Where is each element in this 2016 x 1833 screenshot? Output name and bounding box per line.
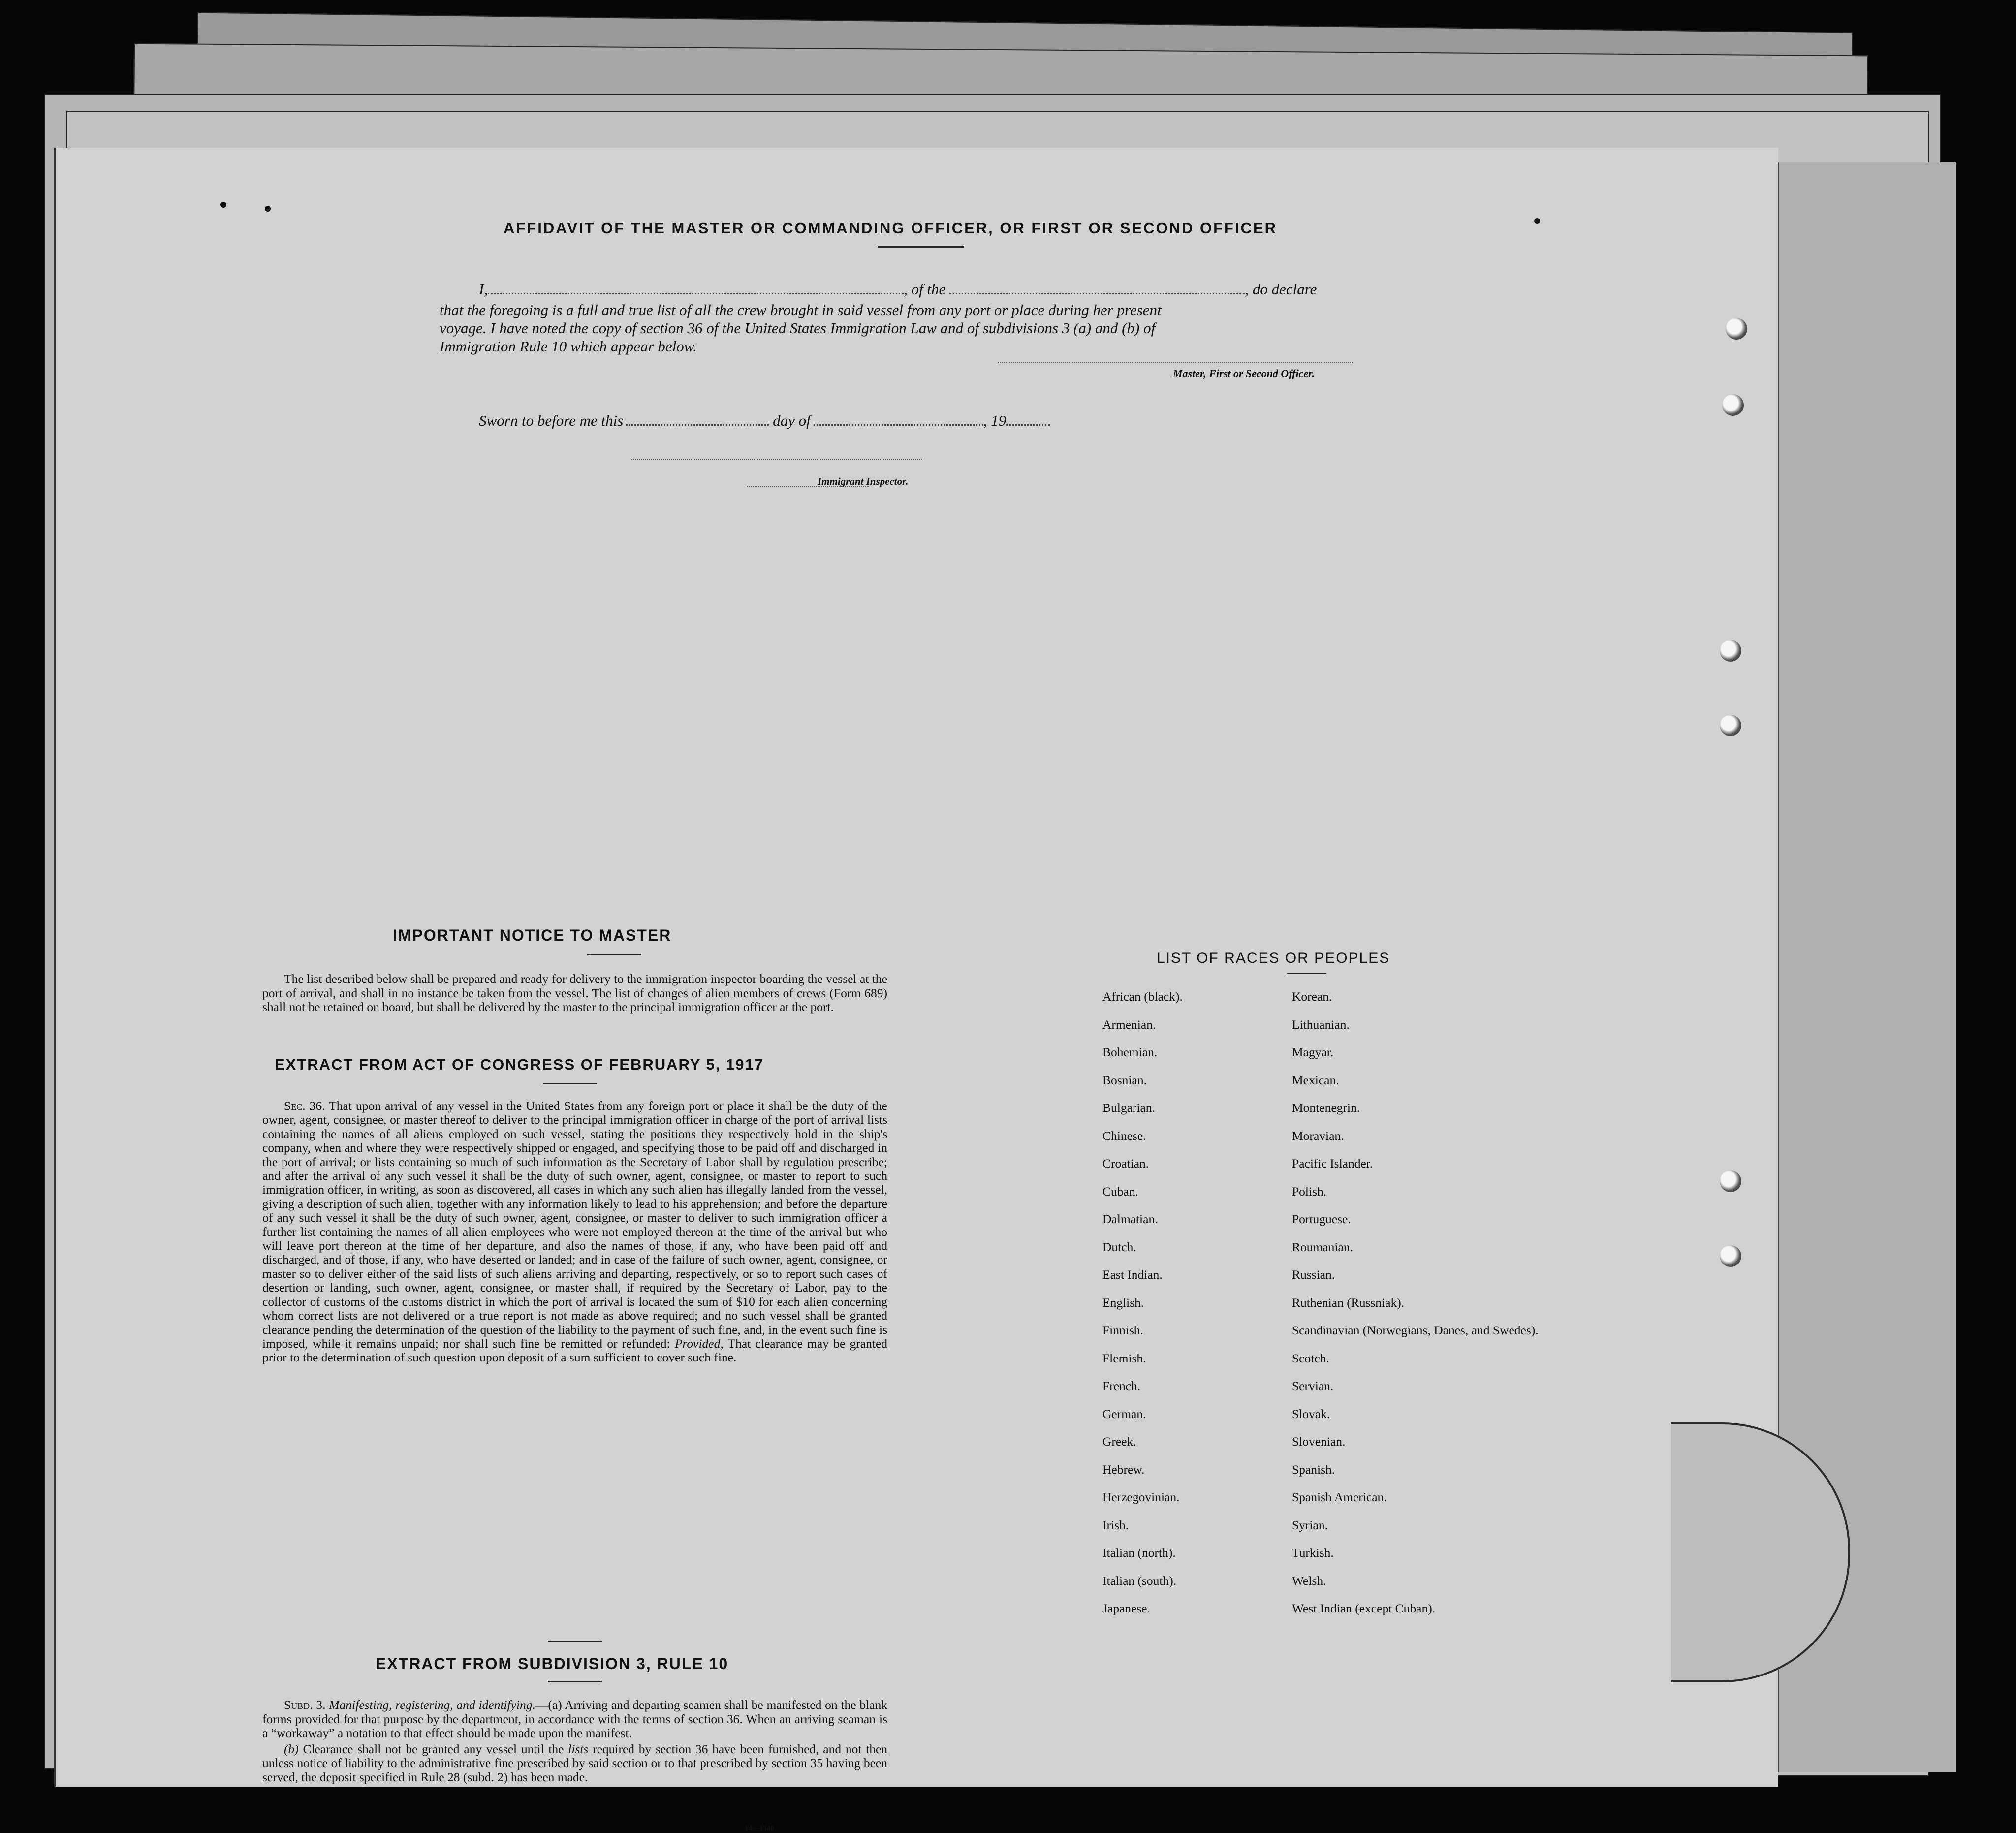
ink-speck	[220, 202, 226, 208]
race-item: Italian (south).	[1102, 1573, 1177, 1588]
day-blank	[626, 424, 769, 426]
divider	[1287, 973, 1326, 974]
notice-text: The list described below shall be prepared and ready for delivery to the immigration inspector boarding the vessel at the port of arrival, and shall in no instance be taken from the vessel. The list of changes of alien members of crews (Form 689) shall not be retained on board, but shall be delivered by the master to the principal immigration officer at the port.	[262, 972, 887, 1014]
year-blank	[1006, 424, 1050, 426]
race-item: Lithuanian.	[1292, 1017, 1350, 1032]
race-item: Herzegovinian.	[1102, 1490, 1180, 1504]
race-item: Spanish.	[1292, 1462, 1335, 1477]
race-item: African (black).	[1102, 989, 1183, 1004]
race-item: Bohemian.	[1102, 1045, 1158, 1059]
binder-hole	[1726, 318, 1747, 340]
race-item: Italian (north).	[1102, 1546, 1176, 1560]
manifest-page	[54, 148, 1778, 1833]
sworn-line: Sworn to before me this day of , 19	[479, 412, 1050, 430]
race-item: Montenegrin.	[1292, 1101, 1360, 1115]
binder-hole	[1720, 715, 1741, 736]
race-item: Moravian.	[1292, 1128, 1344, 1143]
race-item: English.	[1102, 1295, 1144, 1310]
binder-hole	[1720, 640, 1741, 662]
ink-speck	[1534, 218, 1540, 224]
race-item: Servian.	[1292, 1379, 1334, 1393]
race-item: Greek.	[1102, 1434, 1136, 1449]
race-item: Irish.	[1102, 1517, 1129, 1532]
divider	[548, 1681, 602, 1682]
affidavit-title: AFFIDAVIT OF THE MASTER OR COMMANDING OFFICER, OR FIRST OR SECOND OFFICER	[504, 220, 1278, 237]
affidavit-line-4: Immigration Rule 10 which appear below.	[440, 338, 697, 355]
race-item: Dalmatian.	[1102, 1212, 1158, 1226]
race-item: Dutch.	[1102, 1239, 1136, 1254]
race-item: Turkish.	[1292, 1546, 1334, 1560]
affidavit-line-1: I, , of the , do declare	[479, 281, 1317, 298]
inspector-label: Immigrant Inspector.	[818, 475, 909, 487]
race-item: Roumanian.	[1292, 1239, 1353, 1254]
race-item: West Indian (except Cuban).	[1292, 1601, 1436, 1615]
race-item: Portuguese.	[1292, 1212, 1351, 1226]
race-item: Hebrew.	[1102, 1462, 1145, 1477]
month-blank	[814, 424, 983, 426]
signature-label: Master, First or Second Officer.	[1173, 367, 1315, 379]
signature-line	[998, 362, 1353, 363]
race-item: Korean.	[1292, 989, 1332, 1004]
race-item: Cuban.	[1102, 1184, 1138, 1199]
race-item: Finnish.	[1102, 1323, 1143, 1337]
race-item: Japanese.	[1102, 1601, 1150, 1615]
divider	[543, 1083, 597, 1084]
vessel-blank	[949, 293, 1245, 294]
races-title: LIST OF RACES OR PEOPLES	[1157, 950, 1390, 966]
race-item: Scandinavian (Norwegians, Danes, and Swedes).	[1292, 1323, 1539, 1337]
race-item: Spanish American.	[1292, 1490, 1387, 1504]
race-item: Mexican.	[1292, 1073, 1339, 1087]
notice-title: IMPORTANT NOTICE TO MASTER	[393, 926, 672, 944]
extract-act-title: EXTRACT FROM ACT OF CONGRESS OF FEBRUARY 5, 1917	[275, 1056, 764, 1073]
divider	[548, 1641, 602, 1642]
race-item: Flemish.	[1102, 1351, 1146, 1365]
race-item: Scotch.	[1292, 1351, 1329, 1365]
extract-rule-title: EXTRACT FROM SUBDIVISION 3, RULE 10	[376, 1655, 729, 1673]
race-item: Syrian.	[1292, 1517, 1328, 1532]
name-blank	[488, 293, 904, 294]
binder-hole	[1722, 394, 1744, 416]
ink-speck	[265, 206, 271, 212]
rule-10-text: Subd. 3. Manifesting, registering, and identifying.—(a) Arriving and departing seamen shall be manifested on the blank forms provided for that purpose by the department, in accordance with the terms of section 36. When an arriving seaman is a “workaway” a notation to that effect should be made upon the manifest. (b) Clearance shall not be granted any vessel until the lists required by section 36 have been furnished, and not then unless notice of liability to the administrative fine prescribed by said section or to that prescribed by section 35 having been served, the deposit specified in Rule 28 (subd. 2) has been made.	[262, 1698, 888, 1784]
race-item: East Indian.	[1102, 1267, 1163, 1282]
races-column-2	[1292, 989, 1539, 1629]
race-item: Welsh.	[1292, 1573, 1326, 1588]
race-item: Armenian.	[1102, 1017, 1156, 1032]
inspector-signature-line	[631, 459, 922, 460]
race-item: Russian.	[1292, 1267, 1335, 1282]
divider	[587, 954, 641, 955]
binder-hole	[1720, 1170, 1741, 1192]
race-item: Ruthenian (Russniak).	[1292, 1295, 1405, 1310]
race-item: Magyar.	[1292, 1045, 1334, 1059]
race-item: Polish.	[1292, 1184, 1327, 1199]
affidavit-line-3: voyage. I have noted the copy of section 36 of the United States Immigration Law and of subdivisions 3 (a) and (b) of	[440, 319, 1156, 337]
race-item: German.	[1102, 1406, 1146, 1421]
binder-hole	[1720, 1245, 1741, 1267]
race-item: Slovak.	[1292, 1406, 1330, 1421]
race-item: French.	[1102, 1379, 1141, 1393]
race-item: Croatian.	[1102, 1156, 1149, 1170]
race-item: Bosnian.	[1102, 1073, 1147, 1087]
race-item: Bulgarian.	[1102, 1101, 1155, 1115]
race-item: Slovenian.	[1292, 1434, 1346, 1449]
form-number: 14—1340	[745, 1825, 774, 1833]
divider	[878, 246, 964, 248]
section-36-text: Sec. 36. That upon arrival of any vessel in the United States from any foreign port or place it shall be the duty of the owner, agent, consignee, or master thereof to deliver to the principal immigration officer in charge of the port of arrival lists containing the names of all aliens employed on such vessel, stating the positions they respectively hold in the ship's company, when and where they were respectively shipped or engaged, and specifying those to be paid off and discharged in the port of arrival; or lists containing so much of such information as the Secretary of Labor shall by regulation prescribe; and after the arrival of any such vessel it shall be the duty of such owner, agent, consignee, or master to report to such immigration officer, in writing, as soon as discovered, all cases in which any such alien has illegally landed from the vessel, giving a description of such alien, together with any information likely to lead to his apprehension; and before the departure of any such vessel it shall be the duty of such owner, agent, consignee, or master to deliver to such immigration officer a further list containing the names of all alien employees who were not employed thereon at the time of the arrival but who will leave port thereon at the time of her departure, and also the names of those, if any, who have been paid off and discharged, and of those, if any, who have deserted or landed; and in case of the failure of such owner, agent, consignee, or master so to deliver either of the said lists of such aliens arriving and departing, respectively, or so to report such cases of desertion or landing, such owner, agent, consignee, or master shall, if required by the Secretary of Labor, pay to the collector of customs of the customs district in which the port of arrival is located the sum of $10 for each alien concerning whom correct lists are not delivered or a true report is not made as above required; and no such vessel shall be granted clearance pending the determination of the question of the liability to the payment of such fine, and, in the event such fine is imposed, while it remains unpaid; nor shall such fine be remitted or refunded: Provided, That clearance may be granted prior to the determination of such question upon deposit of a sum sufficient to cover such fine.	[262, 1099, 888, 1365]
race-item: Pacific Islander.	[1292, 1156, 1373, 1170]
affidavit-line-2: that the foregoing is a full and true list of all the crew brought in said vessel from any port or place during her present	[440, 301, 1162, 318]
races-column-1	[1102, 989, 1183, 1629]
race-item: Chinese.	[1102, 1128, 1146, 1143]
